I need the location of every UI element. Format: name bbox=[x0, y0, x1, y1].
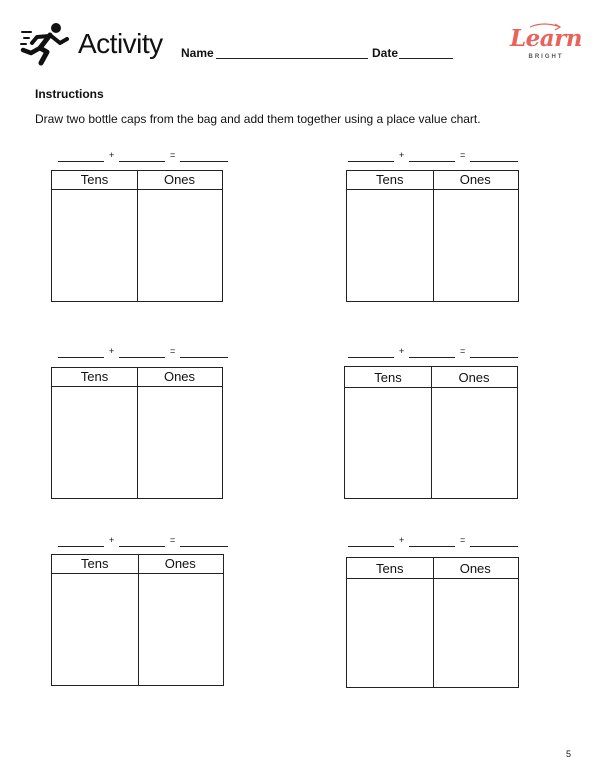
equals-sign: = bbox=[460, 535, 466, 545]
plus-sign: + bbox=[109, 535, 115, 545]
ones-header: Ones bbox=[163, 369, 196, 384]
addend-blank[interactable] bbox=[119, 161, 165, 162]
equation-line bbox=[348, 346, 520, 360]
column-divider bbox=[138, 555, 139, 685]
sum-blank[interactable] bbox=[470, 546, 518, 547]
place-value-chart bbox=[51, 554, 224, 686]
instructions-text: Draw two bottle caps from the bag and add them together using a place value chart. bbox=[35, 112, 481, 126]
addend-blank[interactable] bbox=[348, 161, 394, 162]
running-figure-icon bbox=[20, 22, 70, 66]
tens-header: Tens bbox=[81, 556, 109, 571]
sum-blank[interactable] bbox=[470, 161, 518, 162]
logo-learn: Learn bbox=[509, 25, 583, 52]
place-value-chart bbox=[346, 170, 519, 302]
column-divider bbox=[431, 367, 432, 498]
name-field[interactable] bbox=[216, 58, 368, 59]
place-value-chart bbox=[344, 366, 518, 499]
addend-blank[interactable] bbox=[119, 357, 165, 358]
equals-sign: = bbox=[460, 150, 466, 160]
equation-line bbox=[58, 346, 230, 360]
column-divider bbox=[137, 171, 138, 301]
sum-blank[interactable] bbox=[180, 161, 228, 162]
sum-blank[interactable] bbox=[180, 546, 228, 547]
addend-blank[interactable] bbox=[348, 546, 394, 547]
ones-header: Ones bbox=[459, 172, 491, 187]
name-label: Name bbox=[181, 46, 214, 60]
logo-bright: BRIGHT bbox=[528, 54, 564, 60]
page-title: Activity bbox=[78, 28, 163, 59]
column-divider bbox=[137, 368, 138, 498]
sum-blank[interactable] bbox=[470, 357, 518, 358]
plus-sign: + bbox=[109, 346, 115, 356]
addend-blank[interactable] bbox=[58, 161, 104, 162]
place-value-chart bbox=[51, 367, 223, 499]
equation-line bbox=[348, 150, 520, 164]
ones-header: Ones bbox=[164, 556, 196, 571]
ones-header: Ones bbox=[163, 172, 196, 187]
tens-header: Tens bbox=[80, 369, 109, 384]
addend-blank[interactable] bbox=[409, 546, 455, 547]
column-divider bbox=[433, 171, 434, 301]
equals-sign: = bbox=[170, 346, 176, 356]
tens-header: Tens bbox=[374, 370, 402, 385]
place-value-chart bbox=[346, 557, 519, 688]
tens-header: Tens bbox=[80, 172, 109, 187]
addend-blank[interactable] bbox=[409, 161, 455, 162]
column-divider bbox=[433, 558, 434, 687]
addend-blank[interactable] bbox=[119, 546, 165, 547]
date-field[interactable] bbox=[399, 58, 453, 59]
plus-sign: + bbox=[399, 150, 405, 160]
plus-sign: + bbox=[399, 346, 405, 356]
tens-header: Tens bbox=[376, 561, 404, 576]
addend-blank[interactable] bbox=[348, 357, 394, 358]
instructions-heading: Instructions bbox=[35, 87, 104, 101]
equation-line bbox=[58, 150, 230, 164]
place-value-chart bbox=[51, 170, 223, 302]
equals-sign: = bbox=[170, 150, 176, 160]
equals-sign: = bbox=[460, 346, 466, 356]
equation-line bbox=[58, 535, 230, 549]
tens-header: Tens bbox=[376, 172, 404, 187]
page-number: 5 bbox=[566, 749, 572, 759]
sum-blank[interactable] bbox=[180, 357, 228, 358]
date-label: Date bbox=[372, 46, 399, 60]
ones-header: Ones bbox=[459, 561, 491, 576]
addend-blank[interactable] bbox=[409, 357, 455, 358]
plus-sign: + bbox=[399, 535, 405, 545]
plus-sign: + bbox=[109, 150, 115, 160]
equals-sign: = bbox=[170, 535, 176, 545]
addend-blank[interactable] bbox=[58, 357, 104, 358]
equation-line bbox=[348, 535, 520, 549]
addend-blank[interactable] bbox=[58, 546, 104, 547]
ones-header: Ones bbox=[458, 370, 490, 385]
